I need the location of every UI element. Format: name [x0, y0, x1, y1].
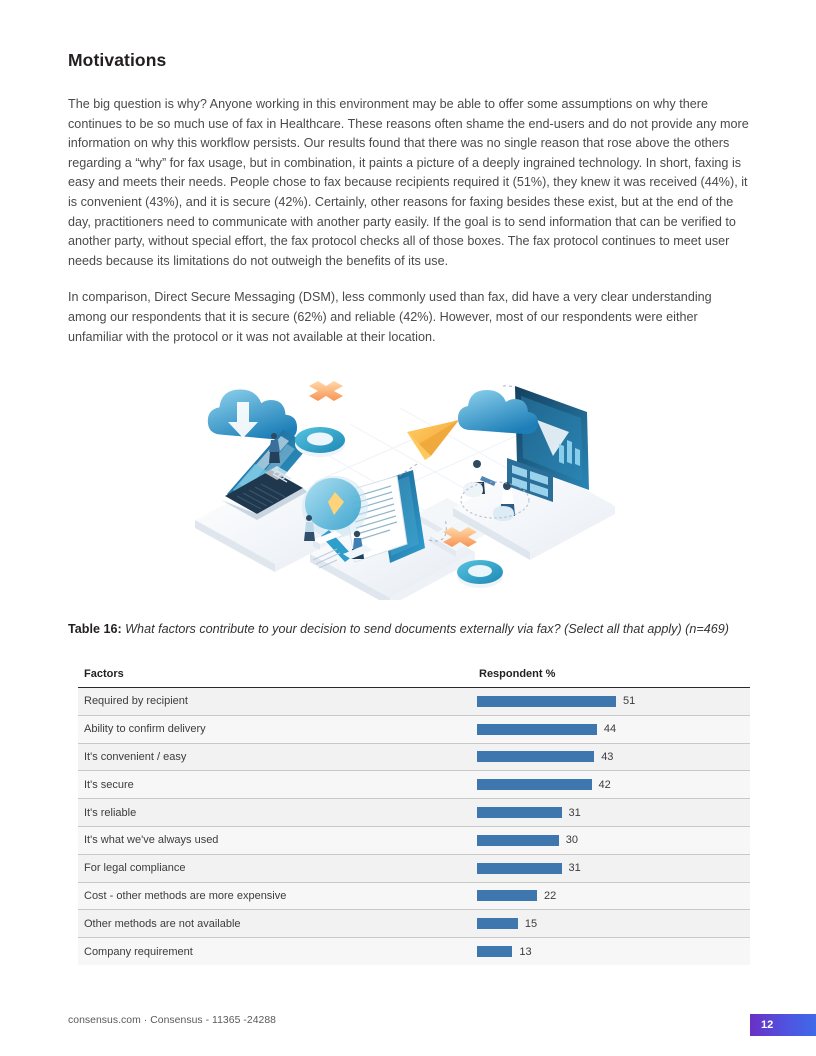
respondent-value: 44 — [603, 723, 617, 736]
table-row — [78, 938, 750, 965]
paper-plane-icon — [407, 420, 459, 460]
table-caption-text: What factors contribute to your decision to send documents externally via fax? (Select all that apply) (n=469) — [125, 622, 729, 636]
table-row — [78, 799, 750, 827]
data-disc-icon-1 — [295, 427, 345, 457]
factor-label: Required by recipient — [84, 695, 188, 708]
respondent-bar-cell — [477, 744, 750, 771]
factor-label: It's what we've always used — [84, 834, 219, 847]
paragraph-motivations-2: In comparison, Direct Secure Messaging (DSM), less commonly used than fax, did have a very clear understanding among our respondents that it is secure (62%) and reliable (42%). However, most of our respondents were either unfamiliar with the protocol or it was not available at their location. — [68, 290, 712, 344]
factor-label: Other methods are not available — [84, 917, 241, 930]
isometric-workflow-illustration — [185, 372, 615, 600]
respondent-bar-cell — [477, 883, 750, 910]
paragraph-motivations-1: The big question is why? Anyone working in this environment may be able to offer some assumptions on why there continues to be so much use of fax in Healthcare. These reasons often shame the end-users and do not provide any more information on why this workflow persists. Our results found that there was no single reason that rose above the others regarding a “why” for fax usage, but in combination, it paints a picture of a deeply ingrained technology. In short, faxing is easy and meets their needs. People chose to fax because recipients required it (51%), they knew it was received (44%), it is convenient (43%), and it is secure (42%). Certainly, other reasons for faxing besides these exist, but at the end of the day, practitioners need to communicate with another party easily. If the goal is to send information that can be verified to another party, without special effort, the fax protocol checks all of those boxes. The fax protocol continues to meet user needs because its limitations do not outweigh the benefits of its use. — [68, 97, 749, 268]
respondent-bar-cell — [477, 799, 750, 826]
table-body — [78, 688, 750, 965]
respondent-value: 42 — [598, 778, 611, 791]
table-caption — [68, 620, 758, 639]
respondent-bar — [477, 890, 537, 901]
respondent-bar — [477, 946, 512, 957]
respondent-bar — [477, 724, 597, 735]
illustration-svg — [185, 372, 615, 600]
factors-table — [78, 668, 750, 965]
factor-label: Ability to confirm delivery — [84, 723, 206, 736]
column-header-factors: Factors — [84, 668, 124, 680]
respondent-bar-cell — [477, 910, 750, 937]
respondent-bar — [477, 863, 562, 874]
table-header-row — [78, 668, 750, 688]
article-content — [68, 50, 750, 364]
respondent-value: 22 — [544, 889, 557, 902]
table-row — [78, 855, 750, 883]
page-footer — [68, 1015, 750, 1026]
respondent-value: 13 — [519, 945, 532, 958]
respondent-value: 51 — [623, 695, 636, 708]
respondent-bar — [477, 807, 562, 818]
respondent-value: 15 — [524, 917, 538, 930]
data-disc-icon-2 — [457, 560, 503, 588]
factor-label: Company requirement — [84, 945, 193, 958]
table-row — [78, 771, 750, 799]
respondent-value: 31 — [568, 862, 581, 875]
column-header-respondent-pct: Respondent % — [479, 668, 556, 680]
respondent-bar-cell — [477, 855, 750, 882]
respondent-bar — [477, 779, 592, 790]
table-row — [78, 688, 750, 716]
respondent-bar — [477, 835, 559, 846]
respondent-bar-cell — [477, 938, 750, 965]
respondent-value: 43 — [601, 750, 614, 763]
factor-label: Cost - other methods are more expensive — [84, 889, 287, 902]
respondent-value: 30 — [565, 834, 579, 847]
respondent-bar — [477, 696, 616, 707]
table-number-label: Table 16: — [68, 622, 122, 636]
respondent-bar — [477, 751, 594, 762]
factor-label: For legal compliance — [84, 862, 186, 875]
table-row — [78, 744, 750, 772]
respondent-bar-cell — [477, 688, 750, 715]
orange-cross-icon-1 — [309, 381, 343, 401]
table-row — [78, 827, 750, 855]
table-row — [78, 883, 750, 911]
table-row — [78, 910, 750, 938]
respondent-bar-cell — [477, 827, 750, 854]
page-number-badge: 12 — [750, 1014, 816, 1036]
respondent-bar — [477, 918, 518, 929]
page-title: Motivations — [68, 50, 167, 70]
footer-source-text: consensus.com · Consensus - 11365 -24288 — [68, 1015, 277, 1026]
table-row — [78, 716, 750, 744]
factor-label: It's reliable — [84, 806, 137, 819]
respondent-value: 31 — [568, 806, 581, 819]
respondent-bar-cell — [477, 716, 750, 743]
factor-label: It's convenient / easy — [84, 750, 187, 763]
respondent-bar-cell — [477, 771, 750, 798]
factor-label: It's secure — [84, 778, 134, 791]
